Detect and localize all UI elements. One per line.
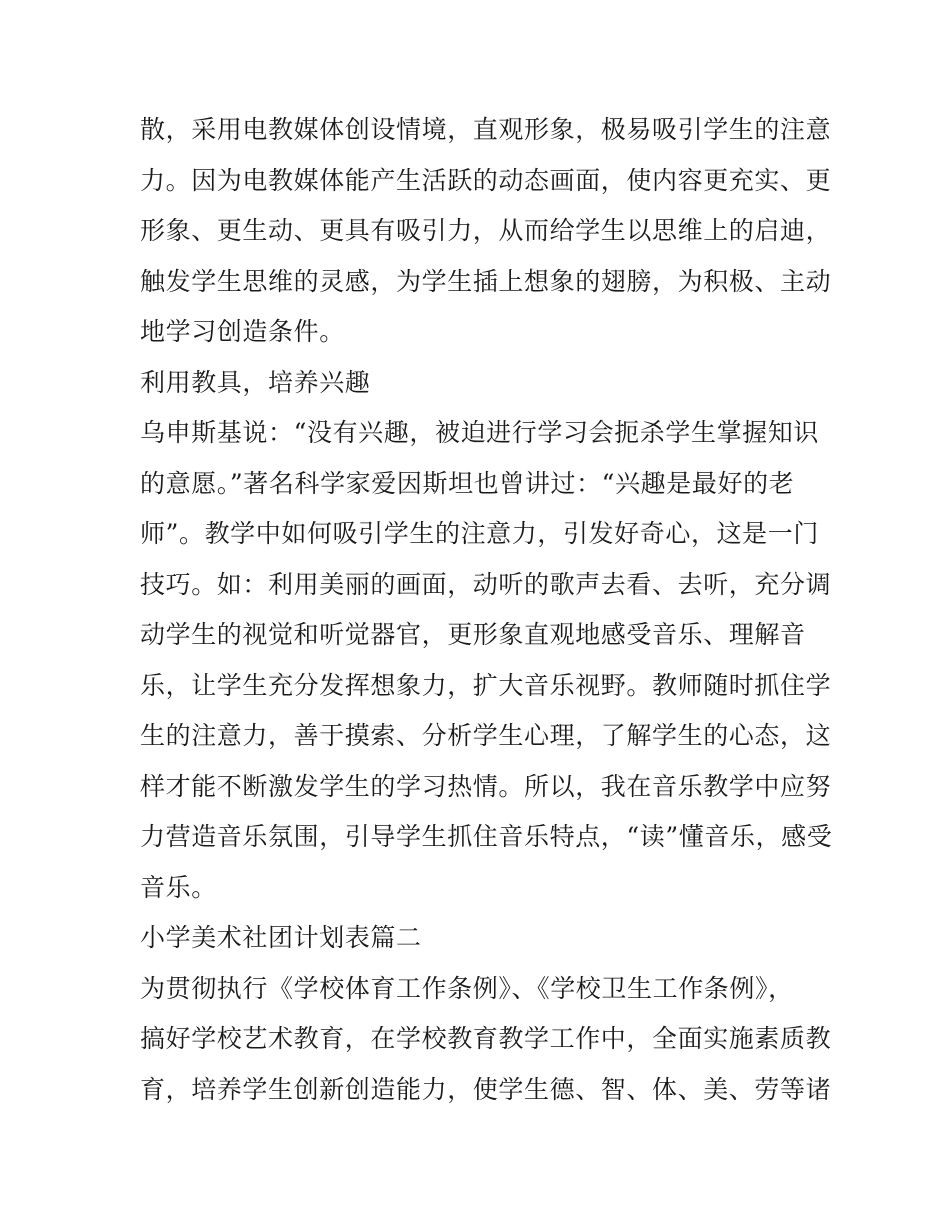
document-body [140, 105, 833, 1115]
text-line: 技巧。如：利用美丽的画面，动听的歌声去看、去听，充分调 [140, 569, 832, 599]
text-line: 音乐。 [140, 872, 217, 902]
text-line: 乌申斯基说：“没有兴趣，被迫进行学习会扼杀学生掌握知识 [140, 418, 819, 447]
text-line: 力。因为电教媒体能产生活跃的动态画面，使内容更充实、更 [140, 165, 832, 195]
text-line: 散，采用电教媒体创设情境，直观形象，极易吸引学生的注意 [140, 115, 832, 144]
text-line: 生的注意力，善于摸索、分析学生心理，了解学生的心态，这 [140, 721, 832, 750]
text-line: 触发学生思维的灵感，为学生插上想象的翅膀，为积极、主动 [140, 266, 832, 296]
section-heading: 利用教具，培养兴趣 [140, 367, 371, 397]
text-line: 形象、更生动、更具有吸引力，从而给学生以思维上的启迪， [140, 216, 832, 245]
text-line: 为贯彻执行《学校体育工作条例》、《学校卫生工作条例》， [140, 973, 794, 1003]
text-line: 动学生的视觉和听觉器官，更形象直观地感受音乐、理解音 [140, 620, 806, 649]
text-line: 师”。教学中如何吸引学生的注意力，引发好奇心，这是一门 [140, 519, 819, 548]
section-heading: 小学美术社团计划表篇二 [140, 923, 422, 952]
text-line: 育，培养学生创新创造能力，使学生德、智、体、美、劳等诸 [140, 1074, 832, 1104]
text-line: 搞好学校艺术教育，在学校教育教学工作中，全面实施素质教 [140, 1024, 832, 1053]
text-line: 地学习创造条件。 [140, 317, 345, 346]
text-line: 的意愿。”著名科学家爱因斯坦也曾讲过：“兴趣是最好的老 [140, 468, 795, 498]
text-line: 力营造音乐氛围，引导学生抓住音乐特点，“读”懂音乐，感受 [140, 822, 833, 851]
text-line: 乐，让学生充分发挥想象力，扩大音乐视野。教师随时抓住学 [140, 670, 832, 700]
text-line: 样才能不断激发学生的学习热情。所以，我在音乐教学中应努 [140, 771, 832, 801]
